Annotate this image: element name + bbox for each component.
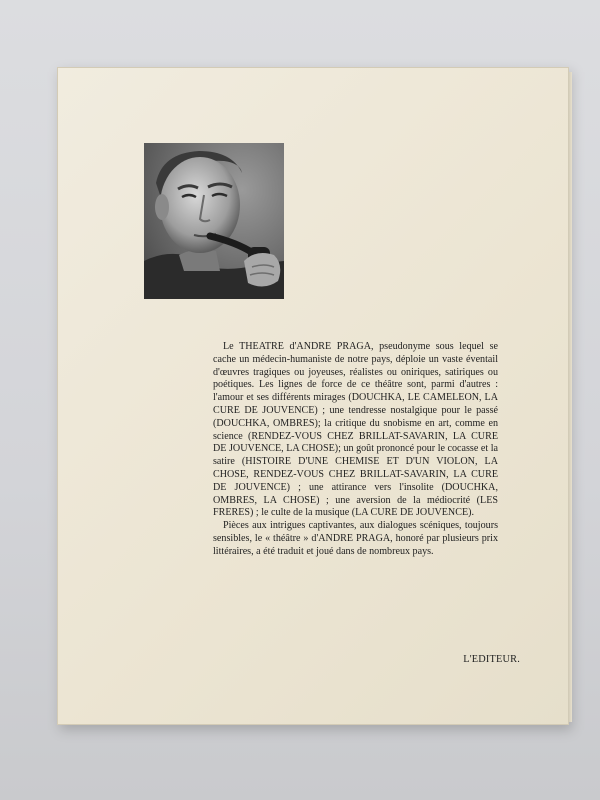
- author-portrait: [144, 143, 284, 299]
- portrait-image: [144, 143, 284, 299]
- blurb-paragraph-1: Le THEATRE d'ANDRE PRAGA, pseudonyme sous lequel se cache un médecin-humaniste de notre pays, déploie un vaste éventail d'œuvres tragiques ou joyeuses, réalistes ou oniriques, satiriques ou poétiques. Les lignes de force de ce théâtre sont, parmi d'autres : l'amour et ses différents mirages (DOUCHKA, LE CAMELEON, LA CURE DE JOUVENCE) ; une tendresse nostalgique pour le passé (DOUCHKA, OMBRES); la critique du snobisme en art, comme en science (RENDEZ-VOUS CHEZ BRILLAT-SAVARIN, LA CURE DE JOUVENCE, LA CHOSE); un goût prononcé pour le cocasse et la satire (HISTOIRE D'UNE CHEMISE ET D'UN VIOLON, LA CHOSE, RENDEZ-VOUS CHEZ BRILLAT-SAVARIN, LA CURE DE JOUVENCE) ; une attirance vers l'insolite (DOUCHKA, OMBRES, LA CHOSE) ; une aversion de la médiocrité (LES FRERES) ; le culte de la musique (LA CURE DE JOUVENCE).: [213, 341, 498, 519]
- blurb-paragraph-2: Pièces aux intrigues captivantes, aux dialogues scéniques, toujours sensibles, le « théâtre » d'ANDRE PRAGA, honoré par plusieurs prix littéraires, a été traduit et joué dans de nombreux pays.: [213, 520, 498, 557]
- publisher-signature: L'EDITEUR.: [463, 654, 520, 665]
- book-back-cover: [57, 67, 569, 725]
- page-edge: [568, 72, 572, 722]
- blurb: [213, 341, 498, 559]
